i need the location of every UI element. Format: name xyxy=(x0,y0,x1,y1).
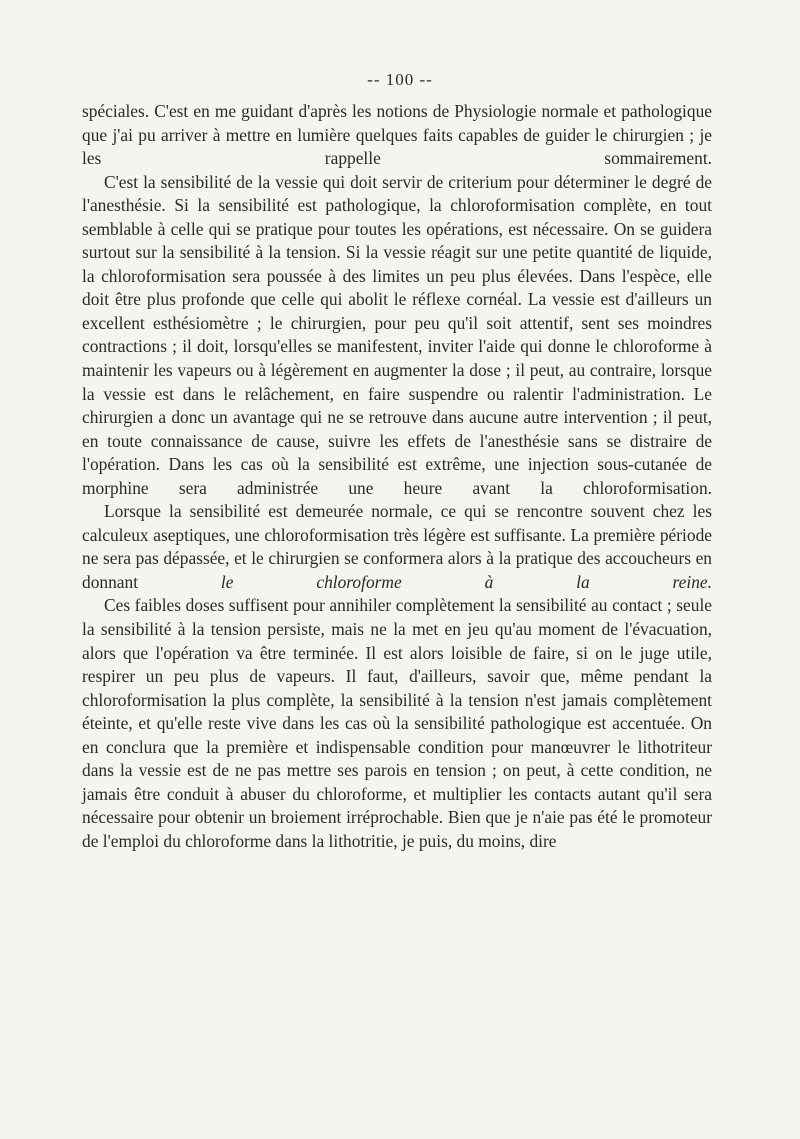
page-number: -- 100 -- xyxy=(367,70,433,89)
paragraph-1: spéciales. C'est en me guidant d'après les notions de Physiologie normale et pathologique que j'ai pu arriver à mettre en lumière quelques faits capables de guider le chirurgien ; je les rappelle sommairement. xyxy=(82,101,712,169)
paragraph-3 xyxy=(82,500,712,594)
paragraph-3-italic: le chloroforme à la reine. xyxy=(220,571,712,592)
paragraph-4: Ces faibles doses suffisent pour annihiler complètement la sensibilité au contact ; seule la sensibilité à la tension persiste, mais ne la met en jeu qu'au moment de l'évacuation, alors que l'opération va être terminée. Il est alors loisible de faire, si on le juge utile, respirer un peu plus de vapeurs. Il faut, d'ailleurs, savoir que, même pendant la chloroformisation la plus complète, la sensibilité à la tension n'est jamais complètement éteinte, et qu'elle reste vive dans les cas où la sensibilité pathologique est accentuée. On en conclura que la première et indispensable condition pour manœuvrer le lithotriteur dans la vessie est de ne pas mettre ses parois en tension ; on peut, à cette condition, ne jamais être conduit à abuser du chloroforme, et multiplier les contacts autant qu'il sera nécessaire pour obtenir un broiement irréprochable. Bien que je n'aie pas été le promoteur de l'emploi du chloroforme dans la lithotritie, je puis, du moins, dire xyxy=(82,595,712,851)
paragraph-2: C'est la sensibilité de la vessie qui doit servir de criterium pour déterminer le degré de l'anesthésie. Si la sensibilité est pathologique, la chloroformisation complète, en tout semblable à celle qui se pratique pour toutes les opérations, est nécessaire. On se guidera surtout sur la sensibilité à la tension. Si la vessie réagit sur une petite quantité de liquide, la chloroformisation sera poussée à des limites un peu plus élevées. Dans l'espèce, elle doit être plus profonde que celle qui abolit le réflexe cornéal. La vessie est d'ailleurs un excellent esthésiomètre ; le chirurgien, pour peu qu'il soit attentif, sent ses moindres contractions ; il doit, lorsqu'elles se manifestent, inviter l'aide qui donne le chloroforme à maintenir les vapeurs ou à légèrement en augmenter la dose ; il peut, au contraire, lorsque la vessie est dans le relâchement, en faire suspendre ou ralentir l'administration. Le chirurgien a donc un avantage qui ne se retrouve dans aucune autre intervention ; il peut, en toute connaissance de cause, suivre les effets de l'anesthésie sans se distraire de l'opération. Dans les cas où la sensibilité est extrême, une injection sous-cutanée de morphine sera administrée une heure avant la chloroformisation. xyxy=(82,171,712,498)
body-text xyxy=(82,100,712,854)
paragraph-3-text: Lorsque la sensibilité est demeurée normale, ce qui se rencontre souvent chez les calculeux aseptiques, une chloroformisation très légère est suffisante. La première période ne sera pas dépassée, et le chirurgien se conformera alors à la pratique des accoucheurs en donnant xyxy=(82,501,712,592)
